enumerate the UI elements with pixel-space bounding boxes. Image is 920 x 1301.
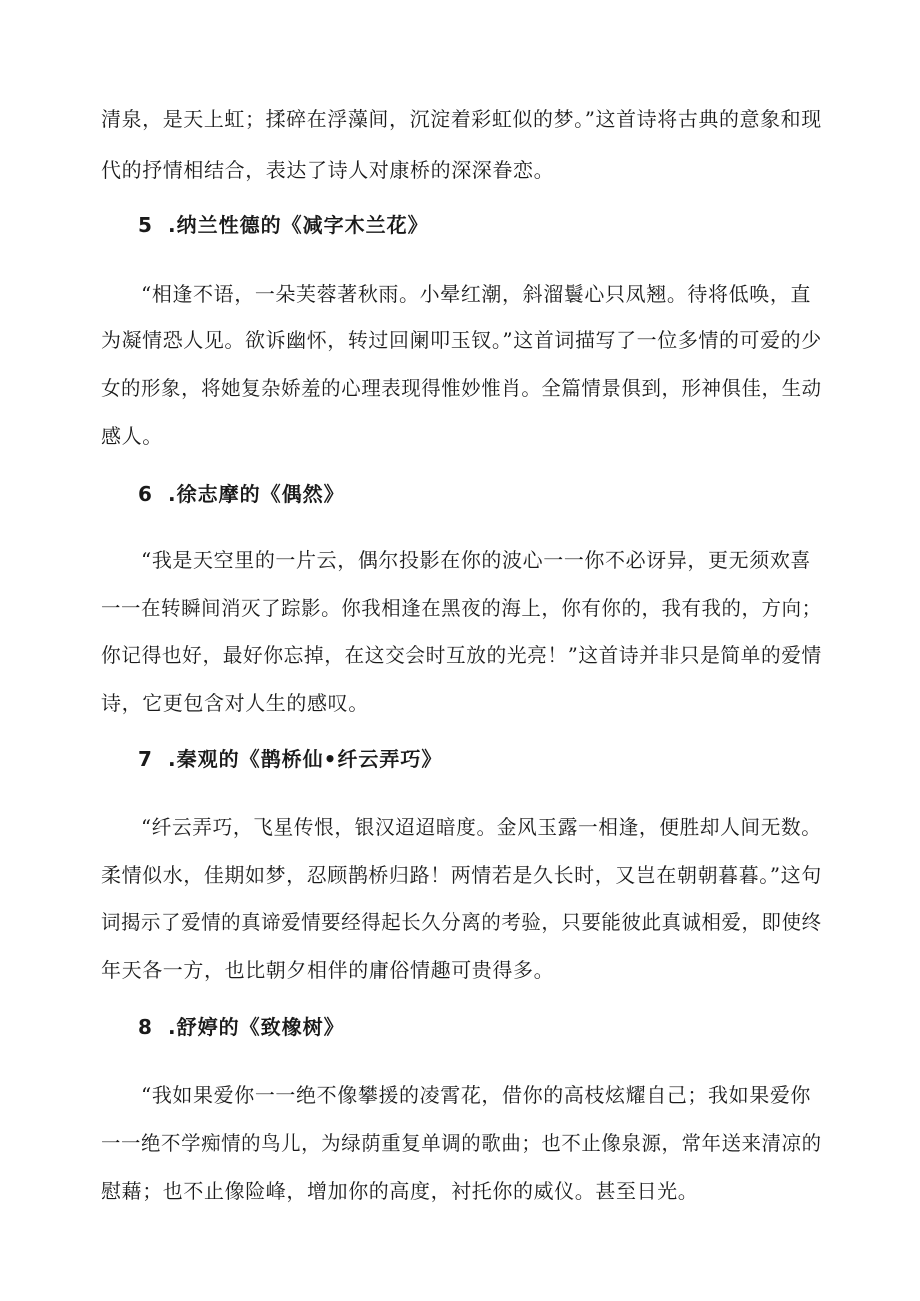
text-line: “相逢不语，一朵芙蓉著秋雨。小晕红潮，斜溜鬟心只凤翘。待将低唤，直 [141, 282, 812, 306]
section-number: 6 [138, 482, 153, 506]
text-line: 一一在转瞬间消灭了踪影。你我相逢在黑夜的海上，你有你的，我有我的，方向； [101, 596, 822, 620]
text-line: 女的形象，将她复杂娇羞的心理表现得惟妙惟肖。全篇情景俱到，形神俱佳，生动 [101, 376, 822, 400]
text-line: “我是天空里的一片云，偶尔投影在你的波心一一你不必讶异，更无须欢喜 [141, 548, 812, 572]
text-line: 诗，它更包含对人生的感叹。 [101, 691, 369, 715]
text-line: 感人。 [101, 424, 163, 448]
section-title: .舒婷的《致橡树》 [168, 1015, 345, 1039]
text-line: 词揭示了爱情的真谛爱情要经得起长久分离的考验，只要能彼此真诚相爱，即使终 [101, 910, 822, 934]
section-heading-8 [138, 1012, 345, 1042]
text-line: 柔情似水，佳期如梦，忍顾鹊桥归路！两情若是久长时，又岂在朝朝暮暮。”这句 [101, 863, 822, 887]
text-line: 为凝情恐人见。欲诉幽怀，转过回阑叩玉钗。”这首词描写了一位多情的可爱的少 [101, 328, 822, 352]
text-line: 清泉，是天上虹；揉碎在浮藻间，沉淀着彩虹似的梦。”这首诗将古典的意象和现 [101, 107, 822, 131]
text-line: 一一绝不学痴情的鸟儿，为绿荫重复单调的歌曲；也不止像泉源，常年送来清凉的 [101, 1131, 822, 1155]
text-line: 慰藉；也不止像险峰，增加你的高度，衬托你的威仪。甚至日光。 [101, 1179, 699, 1203]
section-heading-5 [138, 210, 429, 240]
text-line: 年天各一方，也比朝夕相伴的庸俗情趣可贵得多。 [101, 958, 555, 982]
section-number: 8 [138, 1015, 153, 1039]
section-title: .徐志摩的《偶然》 [168, 482, 345, 506]
section-title: .秦观的《鹊桥仙•纤云弄巧》 [168, 747, 443, 771]
section-heading-7 [138, 744, 442, 774]
section-number: 7 [138, 747, 153, 771]
section-number: 5 [138, 213, 153, 237]
text-line: 代的抒情相结合，表达了诗人对康桥的深深眷恋。 [101, 158, 555, 182]
section-title: .纳兰性德的《减字木兰花》 [168, 213, 429, 237]
section-heading-6 [138, 479, 345, 509]
text-line: “我如果爱你一一绝不像攀援的凌霄花，借你的高枝炫耀自己；我如果爱你 [141, 1083, 812, 1107]
text-line: “纤云弄巧，飞星传恨，银汉迢迢暗度。金风玉露一相逢，便胜却人间无数。 [141, 815, 822, 839]
text-line: 你记得也好，最好你忘掉，在这交会时互放的光亮！”这首诗并非只是简单的爱情 [101, 643, 822, 667]
